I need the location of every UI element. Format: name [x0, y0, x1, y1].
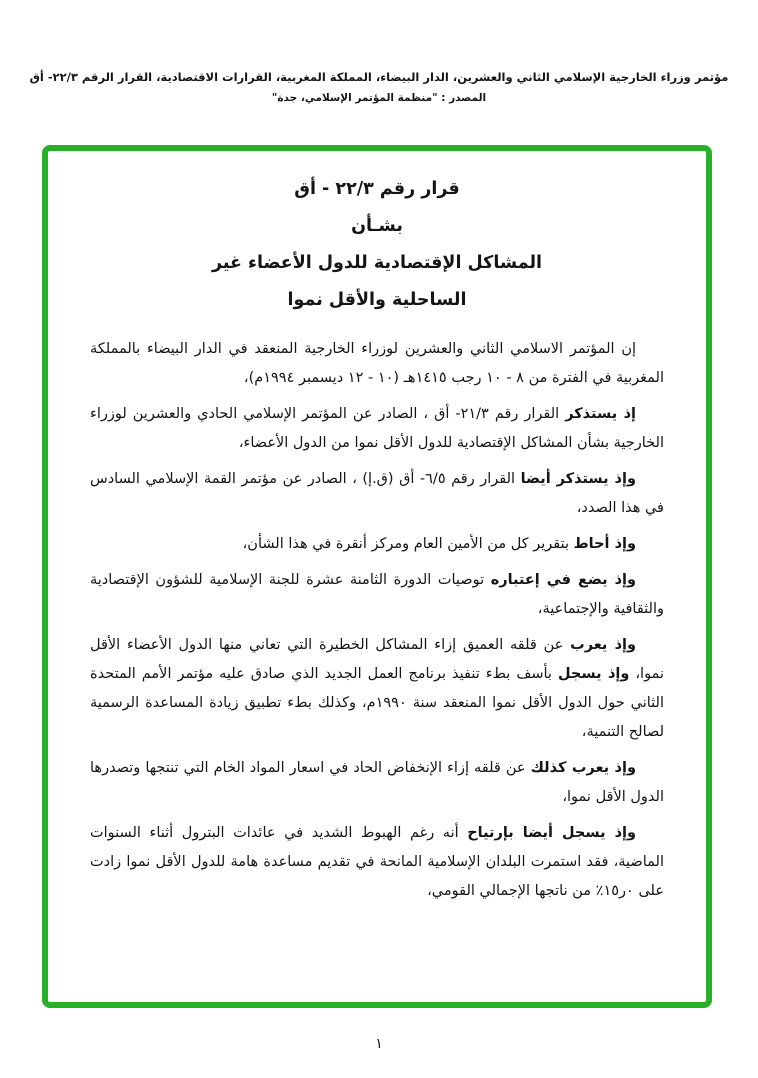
resolution-subject-line1: المشاكل الإقتصادية للدول الأعضاء غير [211, 253, 543, 273]
paragraph: وإذ يسجل أيضا بإرتياح أنه رغم الهبوط الشديد في عائدات البترول أثناء السنوات الماضية، فقد استمرت البلدان الإسلامية المانحة في تقديم مساعدة هامة للدول الأقل نموا زادت على ٠ر١٥٪ من ناتجها الإجمالي القومي، [90, 825, 664, 899]
paragraph: وإذ يستذكر أيضا القرار رقم ٦/٥- أق (ق.إ) ، الصادر عن مؤتمر القمة الإسلامي السادس في هذا الصدد، [90, 471, 664, 516]
paragraph: وإذ يضع في إعتباره توصيات الدورة الثامنة عشرة للجنة الإسلامية للشؤون الإقتصادية والثقافية والإجتماعية، [90, 572, 664, 617]
resolution-body [90, 335, 664, 906]
paragraph: وإذ يعرب كذلك عن قلقه إزاء الإنخفاض الحاد في اسعار المواد الخام التي تنتجها وتصدرها الدول الأقل نموا، [90, 760, 664, 805]
paragraph: وإذ يعرب عن قلقه العميق إزاء المشاكل الخطيرة التي تعاني منها الدول الأعضاء الأقل نموا، وإذ يسجل بأسف بطء تنفيذ برنامج العمل الجديد الذي صادق عليه مؤتمر الأمم المتحدة الثاني حول الدول الأقل نموا المنعقد سنة ١٩٩٠م، وكذلك بطء تطبيق زيادة المساعدة الرسمية لصالح التنمية، [90, 637, 664, 740]
resolution-subject-word: بشـأن [351, 216, 403, 236]
resolution-number-title: قرار رقم ٢٢/٣ - أق [294, 179, 460, 199]
header-citation-line: مؤتمر وزراء الخارجية الإسلامي الثاني والعشرين، الدار البيضاء، المملكة المغربية، القرارات الاقتصادية، القرار الرقم ٢٢/٣- أق [29, 70, 729, 84]
paragraph: إن المؤتمر الاسلامي الثاني والعشرين لوزراء الخارجية المنعقد في الدار البيضاء بالمملكة المغربية في الفترة من ٨ - ١٠ رجب ١٤١٥هـ (١٠ - ١٢ ديسمبر ١٩٩٤م)، [90, 341, 664, 386]
paragraph: إذ يستذكر القرار رقم ٢١/٣- أق ، الصادر عن المؤتمر الإسلامي الحادي والعشرين لوزراء الخارجية بشأن المشاكل الإقتصادية للدول الأقل نموا من الدول الأعضاء، [90, 406, 664, 451]
paragraph: وإذ أحاط بتقرير كل من الأمين العام ومركز أنقرة في هذا الشأن، [242, 536, 636, 552]
page-number: ١ [375, 1036, 383, 1052]
resolution-subject-line2: الساحلية والأقل نموا [287, 290, 467, 310]
green-border-frame [42, 145, 712, 1008]
resolution-title-block [48, 171, 706, 319]
header-source-line: المصدر : "منظمة المؤتمر الإسلامي، جدة" [271, 92, 487, 104]
document-header [12, 70, 746, 104]
